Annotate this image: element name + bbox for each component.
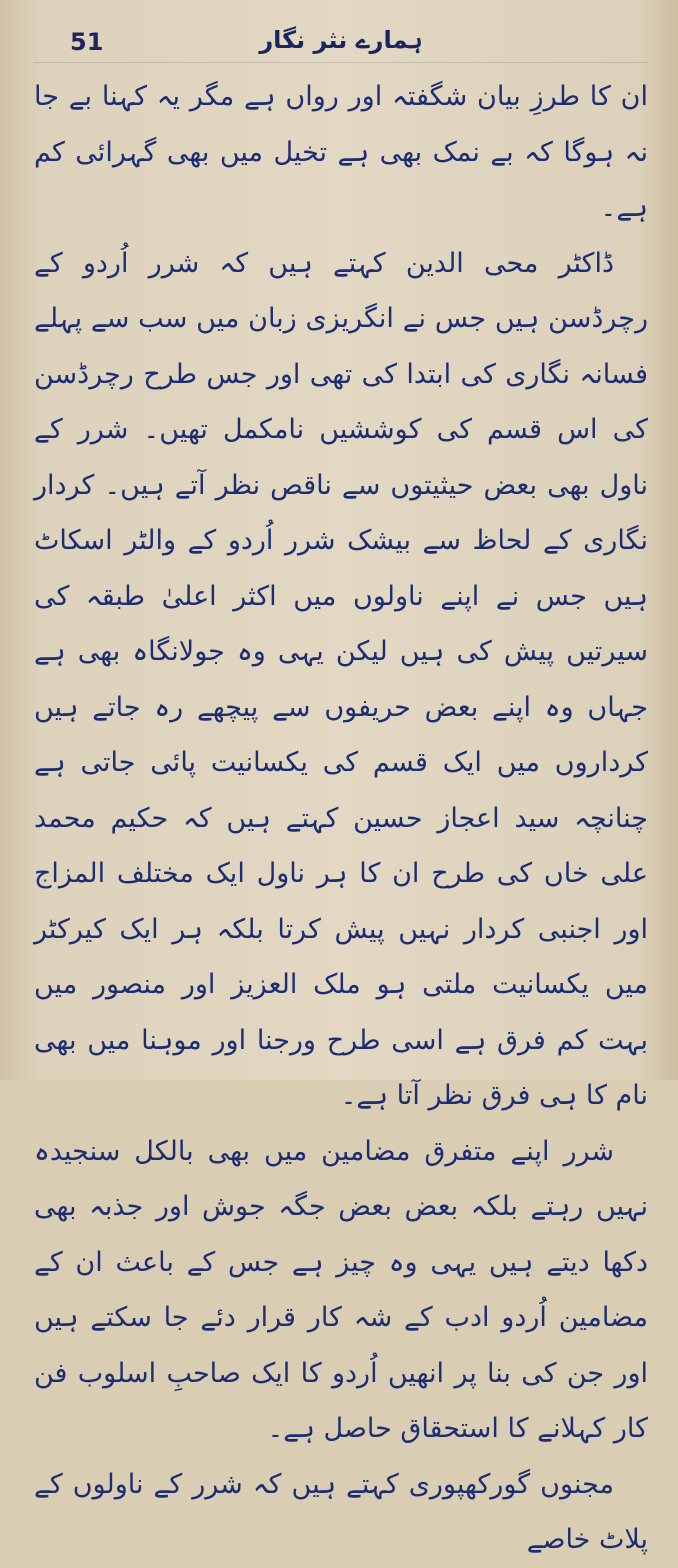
page-number: 51 (70, 28, 104, 56)
paragraph: ڈاکٹر محی الدین کہتے ہیں کہ شرر اُردو کے رچرڈسن ہیں جس نے انگریزی زبان میں سب سے پہلے فسانہ نگاری کی ابتدا کی تھی اور جس طرح رچرڈسن کی اس قسم کی کوششیں نامکمل تھیں۔ شرر کے ناول بھی بعض حیثیتوں سے ناقص نظر آتے ہیں۔ کردار نگاری کے لحاظ سے بیشک شرر اُردو کے والٹر اسکاٹ ہیں جس نے اپنے ناولوں میں اکثر اعلیٰ طبقہ کی سیرتیں پیش کی ہیں لیکن یہی وہ جولانگاہ بھی ہے جہاں وہ اپنے بعض حریفوں سے پیچھے رہ جاتے ہیں کرداروں میں ایک قسم کی یکسانیت پائی جاتی ہے چنانچہ سید اعجاز حسین کہتے ہیں کہ حکیم محمد علی خاں کی طرح ان کا ہر ناول ایک مختلف المزاج اور اجنبی کردار نہیں پیش کرتا بلکہ ہر ایک کیرکٹر میں یکسانیت ملتی ہو ملک العزیز اور منصور میں بہت کم فرق ہے اسی طرح ورجنا اور موہنا میں بھی نام کا ہی فرق نظر آتا ہے۔ (34, 247, 648, 1111)
running-head: ہمارے نثر نگار (259, 26, 423, 54)
paragraph: شرر اپنے متفرق مضامین میں بھی بالکل سنجیدہ نہیں رہتے بلکہ بعض بعض جگہ جوش اور جذبہ بھی دکھا دیتے ہیں یہی وہ چیز ہے جس کے باعث ان کے مضامین اُردو ادب کے شہ کار قرار دئے جا سکتے ہیں اور جن کی بنا پر انھیں اُردو کا ایک صاحبِ اسلوب فن کار کہلانے کا استحقاق حاصل ہے۔ (34, 1135, 648, 1444)
page-header (34, 22, 648, 63)
paragraph: مجنوں گورکھپوری کہتے ہیں کہ شرر کے ناولوں کے پلاٹ خاصے (34, 1468, 648, 1555)
paragraph: ان کا طرزِ بیان شگفتہ اور رواں ہے مگر یہ کہنا بے جا نہ ہوگا کہ بے نمک بھی ہے تخیل میں بھی گہرائی کم ہے۔ (34, 81, 648, 223)
body-text (34, 69, 648, 1568)
